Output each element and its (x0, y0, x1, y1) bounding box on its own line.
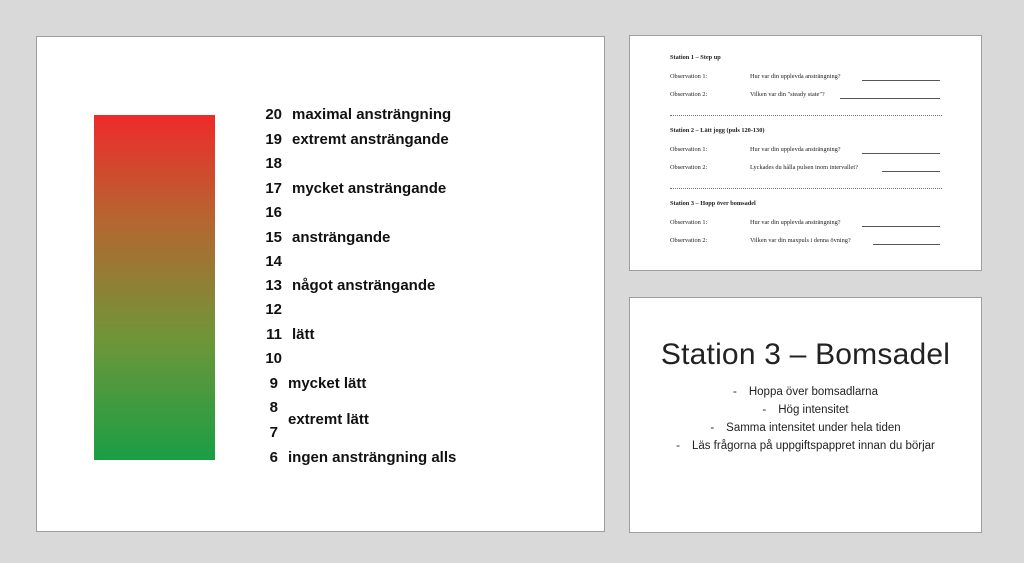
answer-line[interactable] (862, 226, 940, 227)
bullet-marker: - (676, 440, 680, 452)
scale-number: 16 (265, 204, 282, 221)
scale-number: 17 (265, 180, 282, 197)
scale-number: 13 (265, 277, 282, 294)
scale-label: mycket ansträngande (292, 180, 447, 197)
scale-number: 9 (269, 375, 278, 392)
answer-line[interactable] (862, 80, 940, 81)
scale-label: extremt lätt (288, 411, 369, 428)
observation-question: Hur var din upplevda ansträngning? (750, 146, 841, 153)
observation-label: Observation 2: (670, 91, 708, 98)
station-3-slide (629, 297, 982, 533)
observation-question: Hur var din upplevda ansträngning? (750, 219, 841, 226)
observation-label: Observation 1: (670, 73, 708, 80)
scale-label: ansträngande (292, 229, 391, 246)
scale-label: mycket lätt (288, 375, 367, 392)
scale-label: maximal ansträngning (292, 106, 452, 123)
bullet-marker: - (762, 404, 767, 416)
scale-label: ingen ansträngning alls (288, 449, 457, 466)
bullet-item (630, 386, 981, 398)
section-divider (670, 188, 942, 189)
scale-number: 11 (266, 326, 282, 343)
bullet-text: Hög intensitet (778, 404, 849, 416)
scale-number: 7 (269, 424, 278, 441)
observation-label: Observation 2: (670, 164, 708, 171)
scale-number: 10 (265, 350, 282, 367)
scale-number: 14 (265, 253, 282, 270)
observation-label: Observation 1: (670, 146, 708, 153)
bullet-marker: - (733, 386, 737, 398)
station-2-heading: Station 2 – Lätt jogg (puls 120-130) (670, 127, 765, 134)
scale-label: lätt (292, 326, 315, 343)
scale-number: 18 (265, 155, 282, 172)
observation-question: Hur var din upplevda ansträngning? (750, 73, 841, 80)
section-divider (670, 115, 942, 116)
scale-label: något ansträngande (292, 277, 436, 294)
bullet-item (630, 422, 981, 434)
answer-line[interactable] (882, 171, 940, 172)
answer-line[interactable] (862, 153, 940, 154)
station-3-heading: Station 3 – Hopp över bomsadel (670, 200, 756, 207)
observation-label: Observation 2: (670, 237, 708, 244)
scale-number: 20 (265, 106, 282, 123)
bullet-marker: - (710, 422, 715, 434)
answer-line[interactable] (840, 98, 940, 99)
bullet-text: Hoppa över bomsadlarna (748, 386, 878, 398)
station-1-heading: Station 1 – Step up (670, 54, 721, 61)
bullet-item (630, 404, 981, 416)
observation-form-slide (629, 35, 982, 271)
answer-line[interactable] (873, 244, 940, 245)
bullet-text: Läs frågorna på uppgiftspappret innan du börjar (691, 440, 935, 452)
scale-number: 8 (269, 399, 278, 416)
effort-gradient-bar (94, 115, 215, 460)
scale-number: 15 (265, 229, 282, 246)
observation-question: Vilken var din "steady state"? (750, 91, 825, 98)
slide-title: Station 3 – Bomsadel (660, 338, 951, 371)
scale-number: 12 (265, 301, 282, 318)
bullet-item (630, 440, 981, 452)
bullet-text: Samma intensitet under hela tiden (726, 422, 901, 434)
observation-label: Observation 1: (670, 219, 708, 226)
scale-number: 19 (265, 131, 282, 148)
borg-scale-slide (36, 36, 605, 532)
scale-label: extremt ansträngande (292, 131, 449, 148)
observation-question: Lyckades du hålla pulsen inom intervallet? (750, 164, 858, 171)
scale-number: 6 (269, 449, 278, 466)
observation-question: Vilken var din maxpuls i denna övning? (750, 237, 851, 244)
